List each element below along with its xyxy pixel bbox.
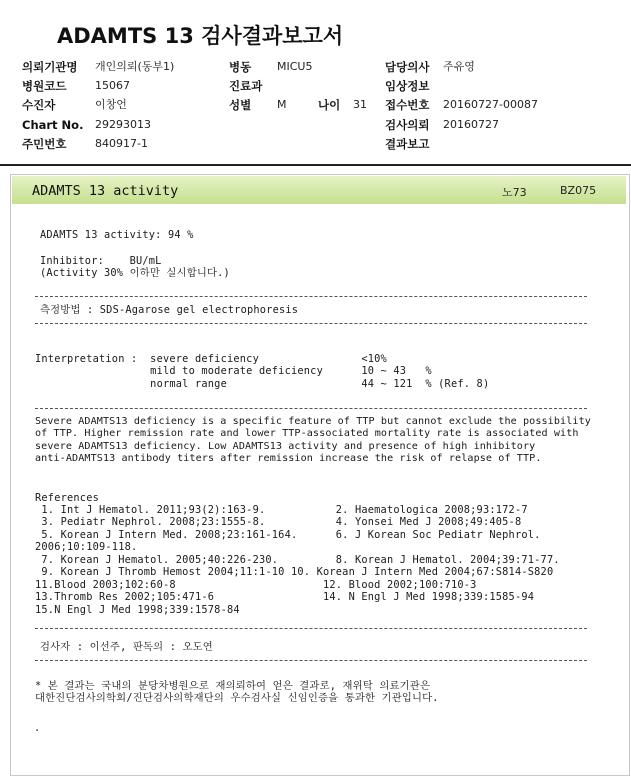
label-age: 나이: [318, 98, 341, 112]
reference-line: 13.Thromb Res 2002;105:471-6 14. N Engl J Med 1998;339:1585-94: [35, 591, 535, 603]
label-ward: 병동: [229, 60, 252, 74]
value-physician: 주유영: [443, 60, 475, 73]
interpretation-line-1: Interpretation : severe deficiency <10%: [35, 353, 387, 365]
divider-5: [35, 660, 587, 661]
label-chart-no: Chart No.: [22, 118, 84, 132]
method-line: 측정방법 : SDS-Agarose gel electrophoresis: [40, 304, 299, 316]
footnote-line-2: 대한진단검사의학회/진단검사의학재단의 우수검사실 신임인증을 통과한 기관입니다.: [35, 692, 439, 704]
header-divider: [0, 164, 631, 166]
header-row-5: [0, 135, 631, 153]
label-referring-institution: 의뢰기관명: [22, 60, 78, 74]
reference-line: 2006;10:109-118.: [35, 541, 138, 553]
divider-4: [35, 628, 587, 629]
paragraph-line-3: severe ADAMTS13 deficiency. Low ADAMTS13 activity and presence of high inhibitory: [35, 441, 536, 452]
report-test-name: ADAMTS 13 activity: [32, 183, 179, 199]
paragraph-line-4: anti-ADAMTS13 antibody titers after remission increase the risk of relapse of TTP.: [35, 453, 542, 464]
tail-mark: .: [34, 722, 41, 734]
label-patient: 수진자: [22, 98, 56, 112]
reference-line: 1. Int J Hematol. 2011;93(2):163-9. 2. Haematologica 2008;93:172-7: [35, 504, 528, 516]
value-chart-no: 29293013: [95, 118, 151, 131]
reference-line: 11.Blood 2003;102:60-8 12. Blood 2002;100:710-3: [35, 579, 477, 591]
page-title: ADAMTS 13 검사결과보고서: [57, 24, 344, 48]
label-accession-number: 접수번호: [385, 98, 430, 112]
divider-2: [35, 323, 587, 324]
label-resident-number: 주민번호: [22, 137, 67, 151]
reference-line: 15.N Engl J Med 1998;339:1578-84: [35, 604, 240, 616]
label-sex: 성별: [229, 98, 252, 112]
reference-line: 5. Korean J Intern Med. 2008;23:161-164. 6. J Korean Soc Pediatr Nephrol.: [35, 529, 541, 541]
divider-3: [35, 408, 587, 409]
interpretation-line-2: mild to moderate deficiency 10 ~ 43 %: [35, 365, 432, 377]
paragraph-line-1: Severe ADAMTS13 deficiency is a specific feature of TTP but cannot exclude the possibility: [35, 416, 591, 427]
inhibitor-note: (Activity 30% 이하만 실시합니다.): [40, 267, 230, 279]
label-result-report: 결과보고: [385, 137, 430, 151]
value-resident-number: 840917-1: [95, 137, 148, 150]
header-row-4: [0, 116, 631, 134]
footnote-line-1: * 본 결과는 국내의 분당차병원으로 재의뢰하여 얻은 결과로, 재위탁 의료기관은: [35, 680, 431, 692]
report-code-1: 노73: [502, 186, 527, 199]
label-clinical-info: 임상정보: [385, 79, 430, 93]
value-ward: MICU5: [277, 60, 313, 73]
report-code-2: BZ075: [560, 184, 597, 197]
header-row-2: [0, 77, 631, 95]
activity-result: ADAMTS 13 activity: 94 %: [40, 229, 194, 241]
paragraph-line-2: of TTP. Higher remission rate and lower TTP-associated mortality rate is associated with: [35, 428, 579, 439]
value-age: 31: [353, 98, 367, 111]
divider-1: [35, 296, 587, 297]
report-header-bar: [12, 176, 626, 204]
value-request-date: 20160727: [443, 118, 499, 131]
label-department: 진료과: [229, 79, 263, 93]
header-row-1: [0, 58, 631, 76]
value-patient: 이창언: [95, 98, 127, 111]
references-title: References: [35, 492, 99, 504]
examiner-line: 검사자 : 이선주, 판독의 : 오도연: [40, 641, 213, 653]
label-request-date: 검사의뢰: [385, 118, 430, 132]
reference-line: 3. Pediatr Nephrol. 2008;23:1555-8. 4. Yonsei Med J 2008;49:405-8: [35, 516, 522, 528]
value-accession-number: 20160727-00087: [443, 98, 538, 111]
label-hospital-code: 병원코드: [22, 79, 67, 93]
header-row-3: [0, 96, 631, 114]
value-referring-institution: 개인의뢰(동부1): [95, 60, 175, 73]
reference-line: 7. Korean J Hematol. 2005;40:226-230. 8. Korean J Hematol. 2004;39:71-77.: [35, 554, 560, 566]
interpretation-line-3: normal range 44 ~ 121 % (Ref. 8): [35, 378, 490, 390]
value-hospital-code: 15067: [95, 79, 130, 92]
label-physician: 담당의사: [385, 60, 430, 74]
value-sex: M: [277, 98, 287, 111]
reference-line: 9. Korean J Thromb Hemost 2004;11:1-10 10. Korean J Intern Med 2004;67:S814-S820: [35, 566, 554, 578]
inhibitor-result: Inhibitor: BU/mL: [40, 255, 162, 267]
